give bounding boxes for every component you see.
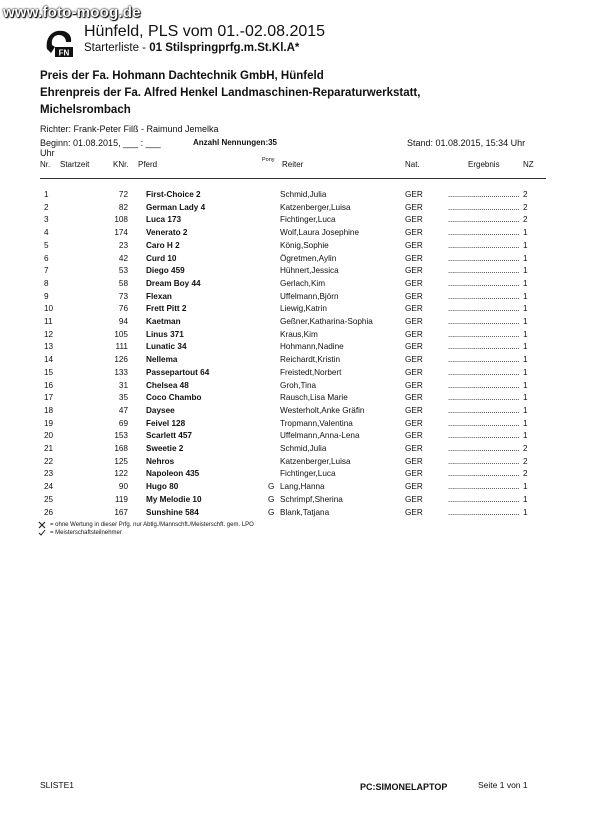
cell-erg: .................................... [448, 507, 520, 517]
col-ergebnis: Ergebnis [468, 160, 500, 169]
table-row [0, 342, 596, 355]
cell-erg: .................................... [448, 355, 520, 365]
table-row [0, 482, 596, 495]
cell-pferd: First-Choice 2 [146, 190, 201, 199]
cell-reiter: Uffelmann,Anna-Lena [280, 431, 360, 441]
cell-reiter: Uffelmann,Björn [280, 291, 339, 301]
cell-pferd: Curd 10 [146, 253, 177, 263]
subtitle-prefix: Starterliste - [84, 42, 146, 54]
cell-nz: 1 [523, 482, 528, 492]
table-row [0, 254, 596, 267]
table-row [0, 317, 596, 330]
cell-nz: 2 [523, 215, 528, 225]
cell-knr: 111 [115, 342, 128, 352]
cell-nat: GER [405, 228, 423, 238]
table-row [0, 381, 596, 394]
table-row [0, 431, 596, 444]
cell-nat: GER [405, 304, 423, 314]
cell-reiter: König,Sophie [280, 240, 329, 250]
cell-pferd: Linus 371 [146, 329, 184, 339]
cell-nz: 1 [523, 494, 528, 504]
cell-nr: 5 [44, 240, 49, 250]
table-row [0, 406, 596, 419]
cell-erg: .................................... [448, 317, 520, 326]
cell-pony: G [268, 482, 275, 492]
footer-pc: PC:SIMONELAPTOP [360, 782, 448, 792]
cell-nr: 11 [44, 317, 53, 326]
cell-knr: 69 [118, 418, 128, 428]
cell-knr: 47 [118, 405, 128, 415]
cell-nr: 9 [44, 291, 49, 301]
table-row [0, 368, 596, 381]
cell-erg: .................................... [448, 240, 520, 250]
cell-nat: GER [405, 266, 423, 276]
subtitle-competition: 01 Stilspringprfg.m.St.Kl.A* [149, 42, 300, 54]
table-row [0, 304, 596, 317]
table-row [0, 469, 596, 482]
watermark: www.foto-moog.de [3, 4, 141, 21]
cell-pferd: Napoleon 435 [146, 469, 200, 479]
cell-reiter: Westerholt,Anke Gräfin [280, 405, 365, 415]
cell-nr: 6 [44, 253, 49, 263]
cell-nat: GER [405, 469, 423, 479]
cell-erg: .................................... [448, 469, 520, 479]
cell-erg: .................................... [448, 278, 520, 288]
cell-nz: 1 [523, 342, 528, 352]
cell-nz: 1 [523, 278, 528, 288]
begin-time: Beginn: 01.08.2015, ___ : ___ [40, 138, 161, 148]
cell-nat: GER [405, 253, 423, 263]
cell-nat: GER [405, 367, 423, 377]
cell-reiter: Gerlach,Kim [280, 278, 326, 288]
cell-nr: 4 [44, 228, 49, 238]
cell-nr: 14 [44, 355, 54, 365]
cell-pferd: Flexan [146, 291, 172, 301]
cell-knr: 76 [118, 304, 128, 314]
legend-championship: = Meisterschaftsteilnehmer [50, 530, 122, 536]
cell-knr: 174 [114, 228, 128, 238]
cell-nz: 2 [523, 469, 528, 479]
cell-erg: .................................... [448, 405, 520, 415]
table-row [0, 508, 596, 521]
col-knr: KNr. [113, 160, 129, 169]
cell-knr: 82 [118, 202, 128, 212]
cell-knr: 108 [114, 215, 128, 225]
cell-pferd: German Lady 4 [146, 202, 206, 212]
cell-nat: GER [405, 342, 423, 352]
cell-nz: 1 [523, 393, 528, 403]
cell-erg: .................................... [448, 494, 520, 504]
cell-pferd: Dream Boy 44 [146, 278, 201, 288]
table-row [0, 279, 596, 292]
cell-reiter: Kraus,Kim [280, 329, 318, 339]
cell-pferd: Sunshine 584 [146, 507, 199, 517]
footer-list-id: SLISTE1 [40, 780, 75, 790]
table-row [0, 241, 596, 254]
cell-nr: 23 [44, 469, 54, 479]
cell-knr: 153 [114, 431, 128, 441]
cell-pferd: Nellema [146, 355, 178, 365]
cell-knr: 90 [118, 482, 128, 492]
cell-pferd: Nehros [146, 456, 175, 466]
cell-erg: .................................... [448, 482, 520, 492]
cell-nat: GER [405, 507, 423, 517]
cell-nr: 24 [44, 482, 54, 492]
cell-nz: 2 [523, 456, 528, 466]
cell-reiter: Schmid,Julia [280, 190, 327, 199]
cell-reiter: Reichardt,Kristin [280, 355, 341, 365]
cell-nr: 12 [44, 329, 54, 339]
cell-nz: 1 [523, 304, 528, 314]
cell-pferd: Diego 459 [146, 266, 185, 276]
cell-knr: 126 [114, 355, 128, 365]
cell-nr: 20 [44, 431, 54, 441]
cell-nat: GER [405, 444, 423, 453]
cell-pferd: Sweetie 2 [146, 444, 184, 453]
cell-erg: .................................... [448, 418, 520, 428]
cell-nz: 1 [523, 317, 528, 326]
cell-reiter: Fichtinger,Luca [280, 469, 336, 479]
cell-nz: 1 [523, 405, 528, 415]
cell-knr: 122 [114, 469, 128, 479]
cell-erg: .................................... [448, 393, 520, 403]
cell-nr: 18 [44, 405, 54, 415]
cell-pferd: Luca 173 [146, 215, 182, 225]
cell-knr: 105 [114, 329, 128, 339]
cell-knr: 125 [114, 456, 128, 466]
cell-reiter: Hohmann,Nadine [280, 342, 344, 352]
logo-text: FN [58, 48, 70, 58]
cell-knr: 133 [114, 367, 128, 377]
cell-knr: 73 [118, 291, 128, 301]
table-row [0, 444, 596, 457]
cell-nr: 7 [44, 266, 49, 276]
cell-nz: 1 [523, 418, 528, 428]
col-pony: Pony [262, 157, 275, 163]
cell-nr: 25 [44, 494, 54, 504]
stand-date: Stand: 01.08.2015, 15:34 Uhr [407, 138, 526, 148]
cell-nz: 1 [523, 266, 528, 276]
cell-pferd: Passepartout 64 [146, 367, 210, 377]
table-row [0, 355, 596, 368]
cell-pferd: Daysee [146, 405, 175, 415]
cell-reiter: Tropmann,Valentina [280, 418, 353, 428]
cell-pferd: Chelsea 48 [146, 380, 189, 390]
header-divider [40, 178, 546, 179]
table-row [0, 292, 596, 305]
cell-nat: GER [405, 405, 423, 415]
cell-nat: GER [405, 355, 423, 365]
cell-erg: .................................... [448, 431, 520, 441]
cell-nr: 26 [44, 507, 54, 517]
cell-nz: 2 [523, 444, 528, 453]
cell-reiter: Liewig,Katrin [280, 304, 327, 314]
prize-line-3: Michelsrombach [40, 104, 131, 116]
cell-erg: .................................... [448, 202, 520, 212]
table-row [0, 203, 596, 216]
cell-pferd: My Melodie 10 [146, 494, 202, 504]
table-row [0, 330, 596, 343]
cell-erg: .................................... [448, 266, 520, 276]
cell-reiter: Hühnert,Jessica [280, 266, 339, 276]
cell-nat: GER [405, 380, 423, 390]
fn-logo-icon [41, 25, 75, 59]
cell-knr: 31 [118, 380, 128, 390]
page-title: Hünfeld, PLS vom 01.-02.08.2015 [84, 23, 326, 40]
cell-knr: 35 [118, 393, 128, 403]
cell-nr: 8 [44, 278, 49, 288]
col-startzeit: Startzeit [60, 160, 90, 169]
cell-nz: 1 [523, 253, 528, 263]
cell-nat: GER [405, 215, 423, 225]
cell-nat: GER [405, 456, 423, 466]
cell-nr: 10 [44, 304, 54, 314]
cell-reiter: Groh,Tina [280, 380, 317, 390]
cell-nat: GER [405, 190, 423, 199]
cell-nr: 1 [44, 190, 49, 199]
legend-no-score: = ohne Wertung in dieser Prfg. nur Abtlg./Mannschft./Meisterschft. gem. LPO [50, 522, 254, 528]
cell-nr: 15 [44, 367, 54, 377]
table-row [0, 457, 596, 470]
cell-erg: .................................... [448, 304, 520, 314]
cell-pony: G [268, 507, 275, 517]
col-pferd: Pferd [138, 160, 158, 169]
cell-knr: 23 [118, 240, 128, 250]
footer-page: Seite 1 von 1 [478, 780, 528, 790]
cell-reiter: Blank,Tatjana [280, 507, 330, 517]
cell-nat: GER [405, 431, 423, 441]
cell-nr: 22 [44, 456, 54, 466]
cell-erg: .................................... [448, 444, 520, 453]
table-row [0, 215, 596, 228]
col-nr: Nr. [40, 160, 51, 169]
cell-nat: GER [405, 482, 423, 492]
cell-nz: 1 [523, 367, 528, 377]
table-row [0, 419, 596, 432]
cell-knr: 58 [118, 278, 128, 288]
cell-reiter: Katzenberger,Luisa [280, 456, 351, 466]
cell-pony: G [268, 494, 275, 504]
cell-erg: .................................... [448, 190, 520, 199]
col-nz: NZ [523, 160, 534, 169]
cell-reiter: Schmid,Julia [280, 444, 327, 453]
cell-pferd: Feivel 128 [146, 418, 186, 428]
cell-nat: GER [405, 393, 423, 403]
cell-erg: .................................... [448, 329, 520, 339]
cell-nr: 19 [44, 418, 54, 428]
cell-nz: 1 [523, 507, 528, 517]
cell-pferd: Hugo 80 [146, 482, 179, 492]
cell-reiter: Fichtinger,Luca [280, 215, 336, 225]
cell-nr: 17 [44, 393, 54, 403]
check-icon [38, 529, 46, 537]
cell-nz: 1 [523, 329, 528, 339]
cell-pferd: Venerato 2 [146, 228, 188, 238]
cross-icon [38, 521, 46, 529]
cell-pferd: Coco Chambo [146, 393, 202, 403]
cell-erg: .................................... [448, 456, 520, 466]
col-reiter: Reiter [282, 160, 304, 169]
cell-nz: 1 [523, 291, 528, 301]
cell-nat: GER [405, 278, 423, 288]
table-row [0, 495, 596, 508]
cell-nz: 1 [523, 431, 528, 441]
cell-reiter: Schrimpf,Sherina [280, 494, 343, 504]
begin-uhr: Uhr [40, 148, 55, 158]
cell-nat: GER [405, 329, 423, 339]
cell-erg: .................................... [448, 253, 520, 263]
cell-nr: 16 [44, 380, 54, 390]
cell-erg: .................................... [448, 215, 520, 225]
cell-erg: .................................... [448, 228, 520, 238]
cell-nat: GER [405, 494, 423, 504]
cell-knr: 53 [118, 266, 128, 276]
cell-erg: .................................... [448, 291, 520, 301]
cell-nz: 1 [523, 228, 528, 238]
cell-reiter: Katzenberger,Luisa [280, 202, 351, 212]
cell-nr: 2 [44, 202, 49, 212]
cell-reiter: Geßner,Katharina-Sophia [280, 317, 373, 326]
cell-nat: GER [405, 418, 423, 428]
table-row [0, 266, 596, 279]
cell-knr: 119 [114, 494, 128, 504]
cell-reiter: Ögretmen,Aylin [280, 253, 337, 263]
page-subtitle [84, 42, 299, 54]
cell-nat: GER [405, 317, 423, 326]
prize-line-2: Ehrenpreis der Fa. Alfred Henkel Landmaschinen-Reparaturwerkstatt, [40, 87, 421, 99]
cell-erg: .................................... [448, 367, 520, 377]
cell-nat: GER [405, 202, 423, 212]
cell-nz: 2 [523, 190, 528, 199]
cell-nz: 1 [523, 355, 528, 365]
col-nat: Nat. [405, 160, 420, 169]
cell-knr: 168 [114, 444, 128, 453]
cell-pferd: Scarlett 457 [146, 431, 192, 441]
cell-nr: 3 [44, 215, 49, 225]
cell-nz: 1 [523, 380, 528, 390]
table-row [0, 228, 596, 241]
cell-nz: 2 [523, 202, 528, 212]
cell-reiter: Rausch,Lisa Marie [280, 393, 348, 403]
cell-knr: 72 [118, 190, 128, 199]
cell-pferd: Frett Pitt 2 [146, 304, 187, 314]
cell-pferd: Lunatic 34 [146, 342, 187, 352]
judges: Richter: Frank-Peter Filß - Raimund Jemelka [40, 124, 219, 134]
cell-nr: 21 [44, 444, 54, 453]
cell-erg: .................................... [448, 380, 520, 390]
cell-nz: 1 [523, 240, 528, 250]
entries-count: Anzahl Nennungen:35 [193, 138, 278, 147]
cell-nat: GER [405, 291, 423, 301]
cell-pferd: Caro H 2 [146, 240, 180, 250]
cell-reiter: Lang,Hanna [280, 482, 325, 492]
table-row [0, 393, 596, 406]
cell-nr: 13 [44, 342, 54, 352]
cell-knr: 42 [118, 253, 128, 263]
cell-reiter: Freistedt,Norbert [280, 367, 342, 377]
cell-pferd: Kaetman [146, 317, 181, 326]
cell-nat: GER [405, 240, 423, 250]
cell-erg: .................................... [448, 342, 520, 352]
cell-knr: 94 [118, 317, 128, 326]
cell-reiter: Wolf,Laura Josephine [280, 228, 360, 238]
table-row [0, 190, 596, 203]
cell-knr: 167 [114, 507, 128, 517]
prize-line-1: Preis der Fa. Hohmann Dachtechnik GmbH, Hünfeld [40, 70, 324, 82]
